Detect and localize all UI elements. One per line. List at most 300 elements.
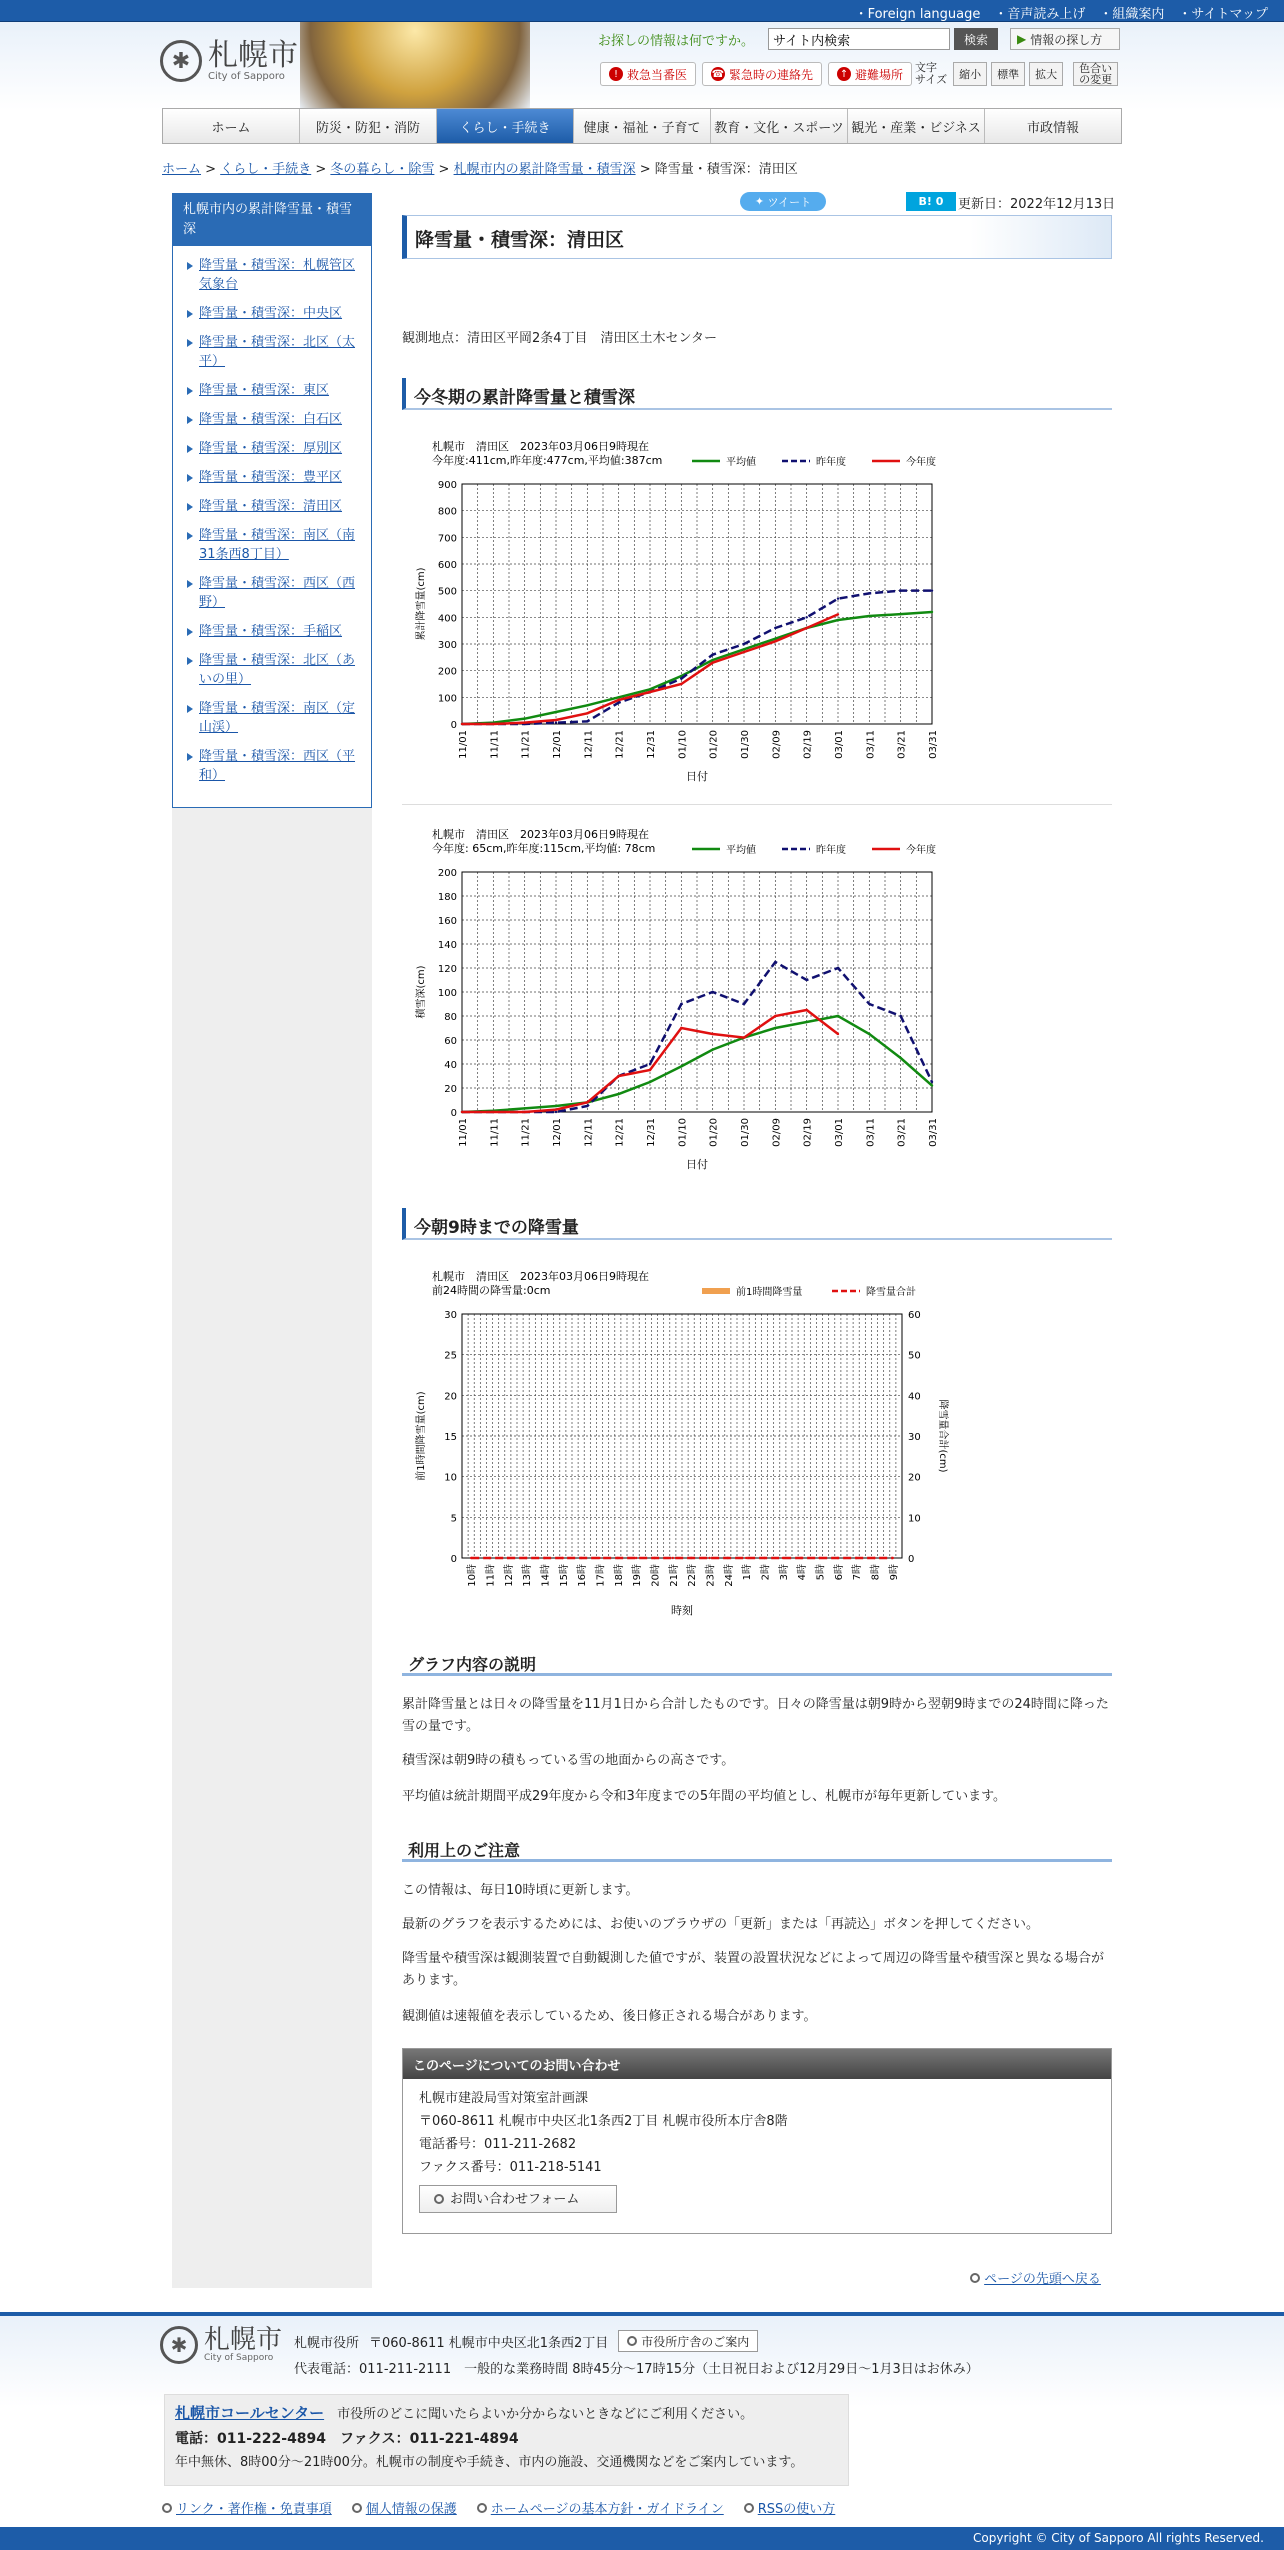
- data-point: [555, 1111, 557, 1113]
- data-point: [708, 1557, 710, 1559]
- y-tick-label: 140: [437, 940, 457, 951]
- footer-link-item: [744, 2498, 836, 2517]
- page-title: 降雪量・積雪深：清田区: [402, 215, 1112, 259]
- x-tick-label: 12/11: [583, 730, 595, 759]
- legend-label: 降雪量合計: [866, 1287, 916, 1298]
- sidebar-title[interactable]: 札幌市内の累計降雪量・積雪深: [173, 194, 371, 246]
- sidebar-link[interactable]: 降雪量・積雪深：北区（太平）: [199, 335, 356, 369]
- data-point: [555, 1105, 557, 1107]
- arrow-icon: ▶: [1017, 32, 1027, 46]
- data-point: [586, 1101, 588, 1103]
- sidebar-link[interactable]: 降雪量・積雪深：東区: [199, 383, 330, 398]
- breadcrumb-snowfall[interactable]: 札幌市内の累計降雪量・積雪深: [453, 162, 636, 177]
- nav-disaster[interactable]: 防災・防犯・消防: [300, 109, 437, 143]
- data-point: [743, 643, 745, 645]
- sidebar-link[interactable]: 降雪量・積雪深：厚別区: [199, 441, 343, 456]
- data-point: [543, 1557, 545, 1559]
- chart-cumulative: [402, 432, 1112, 792]
- x-tick-label: 1時: [742, 1564, 754, 1581]
- y2-tick-label: 50: [908, 1350, 921, 1362]
- chart-subtitle: 前24時間の降雪量:0cm: [432, 1284, 551, 1297]
- contact-box: [402, 2048, 1112, 2234]
- x-tick-label: 12/21: [614, 730, 626, 759]
- sidebar-item: [187, 256, 361, 294]
- emergency-doctor-label: 救急当番医: [627, 67, 688, 82]
- search-howto-button[interactable]: [1010, 28, 1120, 50]
- data-point: [492, 723, 494, 725]
- y-tick-label: 0: [450, 1554, 457, 1565]
- sidebar-link[interactable]: 降雪量・積雪深：西区（平和）: [199, 749, 356, 783]
- sidebar-link[interactable]: 降雪量・積雪深：北区（あいの里）: [199, 653, 356, 687]
- nav-education[interactable]: 教育・文化・スポーツ: [711, 109, 848, 143]
- data-point: [711, 659, 713, 661]
- x-tick-label: 03/11: [865, 730, 877, 759]
- color-change-button[interactable]: 色合い の変更: [1073, 62, 1118, 86]
- data-point: [805, 1009, 807, 1011]
- y-tick-label: 600: [437, 560, 457, 571]
- data-point: [873, 1557, 875, 1559]
- top-bar: [0, 0, 1284, 22]
- sidebar-item: [187, 574, 361, 612]
- data-point: [680, 1027, 682, 1029]
- footer-address: [294, 2330, 758, 2352]
- nav-home[interactable]: ホーム: [163, 109, 300, 143]
- nav-government[interactable]: 市政情報: [1026, 120, 1079, 136]
- data-point: [672, 1557, 674, 1559]
- x-tick-label: 02/19: [802, 1118, 814, 1147]
- evacuation-button[interactable]: [828, 62, 912, 86]
- x-tick-label: 03/31: [928, 730, 939, 759]
- data-point: [617, 1075, 619, 1077]
- sidebar: [172, 193, 372, 808]
- cumulative-snowfall-chart: [402, 432, 962, 792]
- x-tick-label: 11/21: [520, 730, 532, 759]
- data-point: [523, 717, 525, 719]
- x-tick-label: 15時: [558, 1564, 570, 1587]
- logo-english: City of Sapporo: [208, 70, 285, 82]
- data-point: [461, 1111, 463, 1113]
- logo-name: 札幌市: [208, 37, 298, 73]
- sidebar-item: [187, 622, 361, 641]
- x-tick-label: 01/10: [677, 730, 689, 759]
- x-tick-label: 02/09: [771, 730, 783, 759]
- y-tick-label: 100: [437, 693, 457, 705]
- data-point: [899, 1057, 901, 1059]
- explain-title: グラフ内容の説明: [402, 1650, 1112, 1676]
- data-point: [586, 720, 588, 722]
- sidebar-item: [187, 651, 361, 689]
- x-tick-label: 23時: [705, 1564, 717, 1587]
- font-size-controls: [915, 62, 1118, 86]
- organization-link[interactable]: ・組織案内: [1099, 7, 1165, 22]
- explain-p3: 平均値は統計期間平成29年度から令和3年度までの5年間の平均値とし、札幌市が毎年更新しています。: [402, 1789, 1007, 1804]
- x-tick-label: 5時: [815, 1564, 827, 1581]
- y-tick-label: 0: [450, 1108, 457, 1119]
- data-point: [774, 1027, 776, 1029]
- circle-arrow-icon: [162, 2503, 172, 2513]
- page-top-label[interactable]: ページの先頭へ戻る: [984, 2272, 1101, 2287]
- data-point: [837, 1557, 839, 1559]
- data-point: [649, 691, 651, 693]
- contact-heading: このページについてのお問い合わせ: [403, 2049, 1111, 2079]
- call-center-hours: 年中無休、8時00分～21時00分。札幌市の制度や手続き、市内の施設、交通機関などをご案内しています。: [175, 2455, 804, 2470]
- font-standard-button[interactable]: 標準: [991, 62, 1025, 86]
- x-tick-label: 16時: [577, 1564, 589, 1587]
- snow-depth-chart: [402, 820, 962, 1180]
- global-nav: [162, 108, 1122, 144]
- data-point: [774, 1015, 776, 1017]
- emergency-icon: !: [609, 67, 623, 81]
- footer-logo-en: City of Sapporo: [204, 2353, 274, 2363]
- y-axis-label: 積雪深(cm): [416, 965, 427, 1019]
- x-tick-label: 12/31: [646, 730, 657, 759]
- x-tick-label: 01/20: [708, 1118, 720, 1147]
- x-tick-label: 13時: [522, 1564, 534, 1587]
- data-point: [899, 589, 901, 591]
- data-point: [555, 1108, 557, 1110]
- data-point: [680, 677, 682, 679]
- contact-address: 〒060-8611 札幌市中央区北1条西2丁目 札幌市役所本庁舎8階: [419, 2114, 788, 2129]
- sidebar-link[interactable]: 降雪量・積雪深：白石区: [199, 412, 343, 427]
- x-tick-label: 12/11: [583, 1118, 595, 1147]
- x-axis-label: 日付: [686, 1158, 708, 1171]
- circle-arrow-icon: [744, 2503, 754, 2513]
- chart-title: 札幌市 清田区 2023年03月06日9時現在: [432, 1270, 649, 1283]
- footer-link[interactable]: ホームページの基本方針・ガイドライン: [490, 2502, 724, 2517]
- data-point: [743, 1003, 745, 1005]
- data-point: [711, 661, 713, 663]
- legend-swatch: [702, 1288, 730, 1294]
- data-point: [617, 701, 619, 703]
- page-top-link[interactable]: [970, 2268, 1101, 2287]
- font-size-label: 文字 サイズ: [915, 61, 948, 86]
- sidebar-item: [187, 497, 361, 516]
- x-tick-label: 01/20: [708, 730, 720, 759]
- hatena-bookmark-button[interactable]: B! 0: [906, 192, 956, 211]
- data-point: [774, 961, 776, 963]
- notice-title: 利用上のご注意: [402, 1836, 1112, 1862]
- x-tick-label: 03/01: [834, 1118, 845, 1147]
- evacuation-icon: ↑: [837, 67, 851, 81]
- x-axis-label: 時刻: [671, 1604, 693, 1617]
- x-tick-label: 4時: [797, 1564, 809, 1581]
- data-point: [868, 1033, 870, 1035]
- x-tick-label: 24時: [723, 1564, 735, 1587]
- emergency-contact-label: 緊急時の連絡先: [729, 67, 814, 82]
- data-point: [899, 1015, 901, 1017]
- y-tick-label: 30: [444, 1310, 457, 1321]
- city-emblem-icon: ✱: [160, 40, 202, 82]
- footer-links: [162, 2498, 835, 2517]
- footer-line: [0, 2312, 1284, 2316]
- footer-link[interactable]: リンク・著作権・免責事項: [176, 2502, 332, 2517]
- header-tree-image: [300, 22, 530, 110]
- data-point: [931, 1084, 933, 1086]
- site-logo[interactable]: [160, 37, 298, 82]
- font-large-button[interactable]: 拡大: [1029, 62, 1063, 86]
- x-tick-label: 2時: [760, 1564, 772, 1581]
- sidebar-item: [187, 381, 361, 400]
- legend-label: 昨年度: [816, 457, 846, 468]
- data-point: [774, 637, 776, 639]
- data-point: [855, 1557, 857, 1559]
- data-point: [931, 611, 933, 613]
- breadcrumb-home[interactable]: ホーム: [162, 162, 202, 177]
- notice-p4: 観測値は速報値を表示しているため、後日修正される場合があります。: [402, 2009, 817, 2024]
- chart-title: 札幌市 清田区 2023年03月06日9時現在: [432, 828, 649, 841]
- notice-p3: 降雪量や積雪深は観測装置で自動観測した値ですが、装置の設置状況などによって周辺の降雪量や積雪深と異なる場合があります。: [402, 1951, 1105, 1988]
- x-tick-label: 7時: [852, 1564, 864, 1581]
- legend-label: 前1時間降雪量: [736, 1287, 803, 1298]
- data-point: [580, 1557, 582, 1559]
- data-point: [586, 1105, 588, 1107]
- sidebar-link[interactable]: 降雪量・積雪深：中央区: [199, 306, 343, 321]
- sidebar-item: [187, 410, 361, 429]
- x-tick-label: 8時: [870, 1564, 882, 1581]
- y2-axis-label: 降雪量合計(cm): [937, 1399, 948, 1473]
- data-point: [507, 1557, 509, 1559]
- search-question: お探しの情報は何ですか。: [598, 34, 755, 49]
- footer-link[interactable]: 個人情報の保護: [365, 2502, 457, 2517]
- legend-label: 昨年度: [816, 845, 846, 856]
- legend-label: 今年度: [906, 457, 936, 468]
- explain-p1: 累計降雪量とは日々の降雪量を11月1日から合計したものです。日々の降雪量は朝9時から翌朝9時までの24時間に降った雪の量です。: [402, 1697, 1109, 1734]
- contact-dept: 札幌市建設局雪対策室計画課: [419, 2091, 589, 2106]
- location: 観測地点：清田区平岡2条4丁目 清田区土木センター: [402, 331, 718, 346]
- x-tick-label: 12/01: [552, 730, 563, 759]
- data-point: [649, 1069, 651, 1071]
- data-point: [617, 1093, 619, 1095]
- form-label: お問い合わせフォーム: [450, 2191, 580, 2207]
- bird-icon: ✦: [754, 195, 768, 208]
- sidebar-link[interactable]: 降雪量・積雪深：札幌管区気象台: [199, 258, 356, 292]
- section-hourly: 今朝9時までの降雪量: [402, 1208, 1112, 1240]
- data-point: [868, 1003, 870, 1005]
- footer-link-item: [477, 2498, 724, 2517]
- sidebar-item: [187, 439, 361, 458]
- top-links: [855, 3, 1268, 22]
- nav-health[interactable]: 健康・福祉・子育て: [574, 109, 711, 143]
- data-point: [837, 967, 839, 969]
- data-point: [653, 1557, 655, 1559]
- data-point: [680, 683, 682, 685]
- y-tick-label: 25: [444, 1350, 457, 1362]
- data-point: [461, 723, 463, 725]
- y2-tick-label: 30: [908, 1432, 921, 1443]
- data-point: [586, 712, 588, 714]
- data-point: [800, 1557, 802, 1559]
- x-tick-label: 01/30: [740, 730, 751, 759]
- call-center-link[interactable]: 札幌市コールセンター: [175, 2404, 325, 2422]
- x-tick-label: 02/09: [771, 1118, 783, 1147]
- chart-depth: [402, 820, 1112, 1180]
- sidebar-link[interactable]: 降雪量・積雪深：南区（南31条西8丁目）: [199, 528, 356, 562]
- data-point: [837, 619, 839, 621]
- circle-arrow-icon: [352, 2503, 362, 2513]
- nav-living[interactable]: くらし・手続き: [437, 109, 574, 143]
- data-point: [711, 653, 713, 655]
- x-tick-label: 21時: [668, 1564, 680, 1587]
- sidebar-link[interactable]: 降雪量・積雪深：手稲区: [199, 624, 343, 639]
- foreign-language-link[interactable]: ・Foreign language: [854, 7, 981, 22]
- sidebar-background: [172, 808, 372, 2288]
- call-center-tel: 電話：011-222-4894 ファクス：011-221-4894: [175, 2431, 519, 2447]
- office-guide-label: 市役所庁舎のご案内: [641, 2334, 750, 2349]
- chart-hourly: [402, 1262, 1112, 1632]
- data-point: [523, 1111, 525, 1113]
- call-center-box: [164, 2394, 849, 2486]
- legend-label: 平均値: [726, 845, 756, 856]
- sidebar-link[interactable]: 降雪量・積雪深：南区（定山渓）: [199, 701, 356, 735]
- contact-fax: ファクス番号：011-218-5141: [419, 2160, 602, 2175]
- data-point: [523, 721, 525, 723]
- y2-tick-label: 40: [908, 1391, 921, 1403]
- x-tick-label: 9時: [888, 1564, 900, 1581]
- data-point: [649, 688, 651, 690]
- y-tick-label: 15: [444, 1432, 457, 1443]
- notice-p1: この情報は、毎日10時頃に更新します。: [402, 1883, 639, 1898]
- data-point: [805, 979, 807, 981]
- data-point: [931, 589, 933, 591]
- y-tick-label: 20: [444, 1084, 457, 1095]
- footer-logo-name: 札幌市: [204, 2325, 283, 2355]
- copyright: Copyright © City of Sapporo All rights Reserved.: [0, 2527, 1284, 2550]
- x-tick-label: 18時: [613, 1564, 625, 1587]
- data-point: [837, 613, 839, 615]
- x-tick-label: 12時: [503, 1564, 515, 1587]
- legend-label: 今年度: [906, 845, 936, 856]
- data-point: [690, 1557, 692, 1559]
- data-point: [818, 1557, 820, 1559]
- data-point: [805, 1021, 807, 1023]
- updated-date: 更新日：2022年12月13日: [958, 197, 1116, 212]
- data-point: [743, 1036, 745, 1038]
- data-point: [727, 1557, 729, 1559]
- y-tick-label: 200: [437, 666, 457, 678]
- y-tick-label: 20: [444, 1391, 457, 1403]
- emergency-contact-button[interactable]: [702, 62, 822, 86]
- breadcrumb-current: 降雪量・積雪深：清田区: [654, 162, 798, 177]
- nav-tourism[interactable]: 観光・産業・ビジネス: [848, 109, 985, 143]
- data-point: [680, 1065, 682, 1067]
- data-point: [805, 627, 807, 629]
- sidebar-item: [187, 333, 361, 371]
- breadcrumb-winter[interactable]: 冬の暮らし・除雪: [330, 162, 435, 177]
- x-tick-label: 03/31: [928, 1118, 939, 1147]
- y-tick-label: 80: [444, 1012, 457, 1023]
- y-tick-label: 10: [444, 1472, 457, 1484]
- y-tick-label: 40: [444, 1060, 457, 1071]
- y2-tick-label: 10: [908, 1513, 921, 1525]
- x-tick-label: 6時: [833, 1564, 845, 1581]
- x-tick-label: 12/01: [552, 1118, 563, 1147]
- y-tick-label: 800: [437, 506, 457, 518]
- x-tick-label: 11/01: [458, 1118, 469, 1147]
- emergency-doctor-button[interactable]: [600, 62, 696, 86]
- data-point: [617, 696, 619, 698]
- sidebar-link[interactable]: 降雪量・積雪深：清田区: [199, 499, 343, 514]
- x-tick-label: 11/11: [489, 1118, 501, 1147]
- x-tick-label: 03/11: [865, 1118, 877, 1147]
- legend-label: 平均値: [726, 457, 756, 468]
- y-tick-label: 100: [437, 988, 457, 999]
- x-tick-label: 01/10: [677, 1118, 689, 1147]
- howto-label: 情報の探し方: [1030, 32, 1103, 47]
- x-tick-label: 12/31: [646, 1118, 657, 1147]
- x-tick-label: 19時: [632, 1564, 644, 1587]
- breadcrumb-living[interactable]: くらし・手続き: [220, 162, 312, 177]
- data-point: [488, 1557, 490, 1559]
- data-point: [617, 1557, 619, 1559]
- breadcrumb: ホーム > くらし・手続き > 冬の暮らし・除雪 > 札幌市内の累計降雪量・積雪深 > 降雪量・積雪深：清田区: [162, 162, 798, 177]
- data-point: [711, 1033, 713, 1035]
- data-point: [555, 721, 557, 723]
- data-point: [868, 615, 870, 617]
- x-tick-label: 22時: [687, 1564, 699, 1587]
- city-emblem-icon: ✱: [160, 2326, 198, 2364]
- x-tick-label: 10時: [467, 1564, 479, 1587]
- footer-office: 札幌市役所: [294, 2335, 360, 2351]
- x-tick-label: 17時: [595, 1564, 607, 1587]
- data-point: [617, 699, 619, 701]
- y-tick-label: 120: [437, 964, 457, 975]
- data-point: [782, 1557, 784, 1559]
- inquiry-form-button[interactable]: [419, 2185, 617, 2213]
- data-point: [711, 1048, 713, 1050]
- y-tick-label: 500: [437, 586, 457, 598]
- x-tick-label: 20時: [650, 1564, 662, 1587]
- data-point: [492, 1111, 494, 1113]
- data-point: [892, 1557, 894, 1559]
- data-point: [711, 991, 713, 993]
- search-input[interactable]: [768, 28, 950, 50]
- footer-link[interactable]: RSSの使い方: [757, 2502, 836, 2517]
- sitemap-link[interactable]: ・サイトマップ: [1178, 7, 1268, 22]
- call-center-desc: 市役所のどこに聞いたらよいか分からないときなどにご利用ください。: [337, 2407, 754, 2422]
- data-point: [523, 1107, 525, 1109]
- tweet-button[interactable]: [740, 192, 826, 211]
- emergency-links: [600, 62, 912, 86]
- explain-p2: 積雪深は朝9時の積もっている雪の地面からの高さです。: [402, 1753, 735, 1768]
- x-tick-label: 02/19: [802, 730, 814, 759]
- data-point: [774, 627, 776, 629]
- footer-link-item: [352, 2498, 457, 2517]
- chart-subtitle: 今年度: 65cm,昨年度:115cm,平均値: 78cm: [432, 842, 656, 855]
- search-button[interactable]: 検索: [954, 28, 998, 50]
- evacuation-label: 避難場所: [855, 67, 904, 82]
- tweet-label: ツイート: [767, 195, 812, 209]
- data-point: [837, 597, 839, 599]
- footer-link-item: [162, 2498, 332, 2517]
- voice-reader-link[interactable]: ・音声読み上げ: [994, 7, 1086, 22]
- chart-title: 札幌市 清田区 2023年03月06日9時現在: [432, 440, 649, 453]
- data-point: [470, 1557, 472, 1559]
- sidebar-item: [187, 468, 361, 487]
- office-guide-button[interactable]: [618, 2330, 758, 2352]
- x-tick-label: 03/01: [834, 730, 845, 759]
- sidebar-link[interactable]: 降雪量・積雪深：豊平区: [199, 470, 343, 485]
- x-tick-label: 11/01: [458, 730, 469, 759]
- y-axis-label: 前1時間降雪量(cm): [416, 1391, 427, 1481]
- data-point: [837, 1033, 839, 1035]
- sidebar-link[interactable]: 降雪量・積雪深：西区（西野）: [199, 576, 356, 610]
- x-tick-label: 3時: [778, 1564, 790, 1581]
- y-tick-label: 180: [437, 892, 457, 903]
- font-small-button[interactable]: 縮小: [953, 62, 987, 86]
- x-tick-label: 14時: [540, 1564, 552, 1587]
- x-tick-label: 12/21: [614, 1118, 626, 1147]
- data-point: [931, 1081, 933, 1083]
